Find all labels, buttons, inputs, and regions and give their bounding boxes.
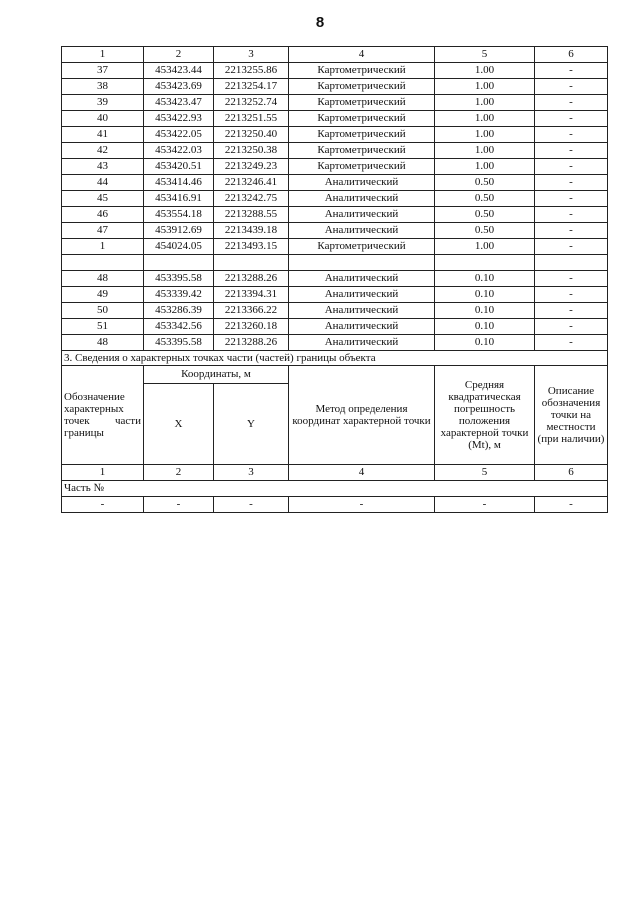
table-cell: 453416.91 xyxy=(144,191,214,207)
dash-cell: - xyxy=(289,497,435,513)
table-cell: 1.00 xyxy=(435,239,535,255)
table-cell: 48 xyxy=(62,335,144,351)
table-cell: 49 xyxy=(62,287,144,303)
table-cell: 1.00 xyxy=(435,143,535,159)
table-cell: 51 xyxy=(62,319,144,335)
table-cell: Аналитический xyxy=(289,271,435,287)
table-row xyxy=(62,111,608,127)
column-number: 4 xyxy=(289,47,435,63)
section-3-column-number-row xyxy=(62,465,608,481)
table-cell: Аналитический xyxy=(289,287,435,303)
table-cell: 1.00 xyxy=(435,127,535,143)
table-cell: 47 xyxy=(62,223,144,239)
table-cell: 2213254.17 xyxy=(214,79,289,95)
table-cell: 2213250.40 xyxy=(214,127,289,143)
table-cell: 453414.46 xyxy=(144,175,214,191)
table-cell: 1.00 xyxy=(435,79,535,95)
table-cell: - xyxy=(535,111,608,127)
table-cell: 2213242.75 xyxy=(214,191,289,207)
table-cell: 453420.51 xyxy=(144,159,214,175)
header-x: X xyxy=(144,384,214,465)
dash-row xyxy=(62,497,608,513)
table-cell: - xyxy=(535,239,608,255)
table-cell: 454024.05 xyxy=(144,239,214,255)
table-cell: 0.50 xyxy=(435,223,535,239)
table-cell: 453342.56 xyxy=(144,319,214,335)
blank-row xyxy=(62,255,608,271)
table-cell: - xyxy=(535,223,608,239)
empty-cell xyxy=(62,255,144,271)
table-cell: 2213246.41 xyxy=(214,175,289,191)
dash-cell: - xyxy=(214,497,289,513)
header-y: Y xyxy=(214,384,289,465)
table-cell: 2213288.26 xyxy=(214,271,289,287)
table-cell: Картометрический xyxy=(289,143,435,159)
table-cell: 1 xyxy=(62,239,144,255)
table-cell: Аналитический xyxy=(289,175,435,191)
table-row xyxy=(62,223,608,239)
section-3-title: 3. Сведения о характерных точках части (частей) границы объекта xyxy=(62,351,608,366)
column-number: 2 xyxy=(144,465,214,481)
column-number: 5 xyxy=(435,47,535,63)
table-cell: 2213260.18 xyxy=(214,319,289,335)
column-number: 3 xyxy=(214,465,289,481)
table-cell: 453422.93 xyxy=(144,111,214,127)
table-row xyxy=(62,303,608,319)
table-cell: 42 xyxy=(62,143,144,159)
table-cell: 0.50 xyxy=(435,191,535,207)
dash-cell: - xyxy=(535,497,608,513)
empty-cell xyxy=(535,255,608,271)
table-cell: Аналитический xyxy=(289,223,435,239)
table-cell: Аналитический xyxy=(289,335,435,351)
dash-cell: - xyxy=(144,497,214,513)
column-number-row xyxy=(62,47,608,63)
table-cell: 0.10 xyxy=(435,271,535,287)
table-cell: 453423.47 xyxy=(144,95,214,111)
table-row xyxy=(62,287,608,303)
table-cell: 453554.18 xyxy=(144,207,214,223)
table-cell: - xyxy=(535,159,608,175)
part-label: Часть № xyxy=(62,481,608,497)
table-cell: 1.00 xyxy=(435,159,535,175)
table-cell: - xyxy=(535,191,608,207)
table-cell: 43 xyxy=(62,159,144,175)
table-cell: Аналитический xyxy=(289,207,435,223)
table-cell: 453339.42 xyxy=(144,287,214,303)
table-cell: 453423.44 xyxy=(144,63,214,79)
table-row xyxy=(62,207,608,223)
table-row xyxy=(62,127,608,143)
table-cell: - xyxy=(535,175,608,191)
table-cell: - xyxy=(535,79,608,95)
column-number: 2 xyxy=(144,47,214,63)
table-cell: 2213493.15 xyxy=(214,239,289,255)
table-cell: Картометрический xyxy=(289,79,435,95)
column-number: 6 xyxy=(535,465,608,481)
table-cell: - xyxy=(535,319,608,335)
part-row xyxy=(62,481,608,497)
column-number: 1 xyxy=(62,465,144,481)
table-cell: 2213439.18 xyxy=(214,223,289,239)
table-cell: 1.00 xyxy=(435,95,535,111)
table-cell: Картометрический xyxy=(289,63,435,79)
section-3-title-row xyxy=(62,351,608,366)
table-cell: - xyxy=(535,127,608,143)
table-cell: Картометрический xyxy=(289,159,435,175)
table-row xyxy=(62,319,608,335)
table-cell: 46 xyxy=(62,207,144,223)
table-cell: 0.50 xyxy=(435,175,535,191)
table-cell: 45 xyxy=(62,191,144,207)
table-cell: 453422.05 xyxy=(144,127,214,143)
table-cell: 2213252.74 xyxy=(214,95,289,111)
table-cell: 40 xyxy=(62,111,144,127)
table-cell: 453912.69 xyxy=(144,223,214,239)
table-cell: - xyxy=(535,287,608,303)
table-cell: Аналитический xyxy=(289,319,435,335)
table-cell: 2213250.38 xyxy=(214,143,289,159)
table-cell: 50 xyxy=(62,303,144,319)
table-cell: 2213255.86 xyxy=(214,63,289,79)
header-description: Описание обозначения точки на местности (при наличии) xyxy=(535,366,608,465)
table-cell: 453422.03 xyxy=(144,143,214,159)
table-row xyxy=(62,79,608,95)
table-row xyxy=(62,143,608,159)
table-cell: 39 xyxy=(62,95,144,111)
table-row xyxy=(62,95,608,111)
column-number: 1 xyxy=(62,47,144,63)
table-cell: 2213288.55 xyxy=(214,207,289,223)
table-row xyxy=(62,239,608,255)
table-cell: - xyxy=(535,63,608,79)
table-row xyxy=(62,271,608,287)
table-cell: 37 xyxy=(62,63,144,79)
table-cell: 453395.58 xyxy=(144,335,214,351)
table-cell: 453423.69 xyxy=(144,79,214,95)
dash-cell: - xyxy=(62,497,144,513)
table-cell: 0.10 xyxy=(435,335,535,351)
table-cell: 0.50 xyxy=(435,207,535,223)
section-3-header-row xyxy=(62,366,608,384)
table-cell: - xyxy=(535,335,608,351)
table-cell: - xyxy=(535,207,608,223)
table-cell: Аналитический xyxy=(289,191,435,207)
table-cell: 0.10 xyxy=(435,303,535,319)
table-cell: - xyxy=(535,143,608,159)
table-cell: 1.00 xyxy=(435,111,535,127)
table-cell: - xyxy=(535,95,608,111)
empty-cell xyxy=(435,255,535,271)
table-cell: 2213394.31 xyxy=(214,287,289,303)
table-cell: 0.10 xyxy=(435,319,535,335)
header-error: Средняя квадратическая погрешность положения характерной точки (Mt), м xyxy=(435,366,535,465)
table-row xyxy=(62,159,608,175)
table-cell: - xyxy=(535,271,608,287)
table-cell: 48 xyxy=(62,271,144,287)
empty-cell xyxy=(144,255,214,271)
header-coordinates: Координаты, м xyxy=(144,366,289,384)
table-cell: 2213251.55 xyxy=(214,111,289,127)
table-cell: 44 xyxy=(62,175,144,191)
table-cell: 2213366.22 xyxy=(214,303,289,319)
table-cell: Картометрический xyxy=(289,239,435,255)
empty-cell xyxy=(214,255,289,271)
column-number: 4 xyxy=(289,465,435,481)
column-number: 3 xyxy=(214,47,289,63)
table-row xyxy=(62,175,608,191)
boundary-points-table xyxy=(61,46,608,513)
page-number: 8 xyxy=(315,14,325,31)
table-cell: Картометрический xyxy=(289,111,435,127)
empty-cell xyxy=(289,255,435,271)
dash-cell: - xyxy=(435,497,535,513)
table-cell: 2213249.23 xyxy=(214,159,289,175)
table-cell: 0.10 xyxy=(435,287,535,303)
table-row xyxy=(62,335,608,351)
table-cell: - xyxy=(535,303,608,319)
header-point-designation: Обозначение характерных точек части границы xyxy=(62,366,144,465)
table-row xyxy=(62,191,608,207)
column-number: 6 xyxy=(535,47,608,63)
table-cell: 1.00 xyxy=(435,63,535,79)
table-cell: Картометрический xyxy=(289,95,435,111)
table-row xyxy=(62,63,608,79)
table-cell: Картометрический xyxy=(289,127,435,143)
table-cell: 2213288.26 xyxy=(214,335,289,351)
table-cell: 38 xyxy=(62,79,144,95)
table-cell: 453395.58 xyxy=(144,271,214,287)
header-method: Метод определения координат характерной точки xyxy=(289,366,435,465)
table-cell: 453286.39 xyxy=(144,303,214,319)
table-cell: Аналитический xyxy=(289,303,435,319)
table-cell: 41 xyxy=(62,127,144,143)
column-number: 5 xyxy=(435,465,535,481)
